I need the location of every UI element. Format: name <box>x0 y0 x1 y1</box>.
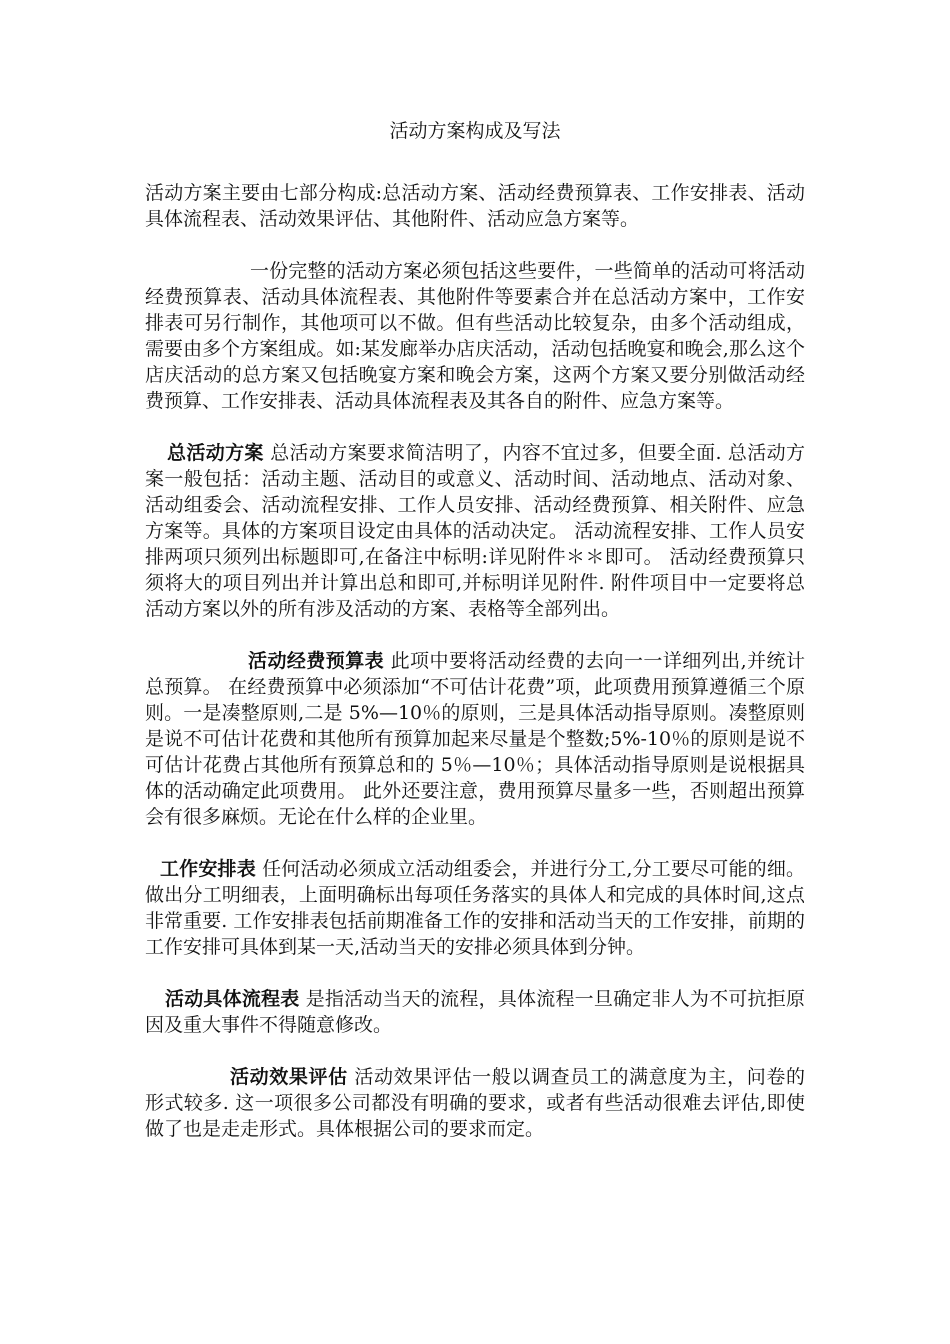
section-heading: 总活动方案 <box>167 442 264 464</box>
section-text: 是指活动当天的流程，具体流程一旦确定非人为不可抗拒原因及重大事件不得随意修改。 <box>145 988 805 1036</box>
section-text: 总活动方案要求简洁明了，内容不宜过多，但要全面. 总活动方案一般包括：活动主题、活动目的或意义、活动时间、活动地点、活动对象、活动组委会、活动流程安排、工作人员安排、活动经费预算、相关附件、应急方案等。具体的方案项目设定由具体的活动决定。 活动流程安排、工作人员安排两项只须列出标题即可,在备注中标明:详见附件＊＊即可。 活动经费预算只须将大的项目列出并计算出总和即可,并标明详见附件. 附件项目中一定要将总活动方案以外的所有涉及活动的方案、表格等全部列出。 <box>145 442 805 620</box>
section-heading: 活动具体流程表 <box>165 988 300 1010</box>
section-evaluation <box>145 1064 805 1142</box>
section-budget <box>145 648 805 830</box>
section-heading: 工作安排表 <box>160 858 256 880</box>
document-title: 活动方案构成及写法 <box>389 120 561 142</box>
section-overall-plan <box>145 440 805 622</box>
section-heading: 活动经费预算表 <box>248 650 385 672</box>
section-work-schedule <box>145 856 805 960</box>
paragraph-gap <box>145 622 805 648</box>
overview-paragraph <box>145 258 805 414</box>
section-text: 此项中要将活动经费的去向一一详细列出,并统计总预算。 在经费预算中必须添加“不可估计花费”项，此项费用预算遵循三个原则。一是凑整原则,二是 5%—10％的原则，三是具体活动指导原则。凑整原则是说不可估计花费和其他所有预算加起来尽量是个整数;5%-10％的原则是说不可估计花费占其他所有预算总和的 5％—10％；具体活动指导原则是说根据具体的活动确定此项费用。 此外还要注意，费用预算尽量多一些，否则超出预算会有很多麻烦。无论在什么样的企业里。 <box>145 650 805 828</box>
section-text: 活动效果评估一般以调查员工的满意度为主，问卷的形式较多. 这一项很多公司都没有明确的要求，或者有些活动很难去评估,即使做了也是走走形式。具体根据公司的要求而定。 <box>145 1066 805 1140</box>
section-flow-chart <box>145 986 805 1038</box>
paragraph-gap <box>145 232 805 258</box>
paragraph-gap <box>145 960 805 986</box>
document-page <box>145 118 805 1142</box>
intro-paragraph: 活动方案主要由七部分构成:总活动方案、活动经费预算表、工作安排表、活动具体流程表、活动效果评估、其他附件、活动应急方案等。 <box>145 182 805 230</box>
overview-text: 一份完整的活动方案必须包括这些要件，一些简单的活动可将活动经费预算表、活动具体流程表、其他附件等要素合并在总活动方案中，工作安排表可另行制作，其他项可以不做。但有些活动比较复杂，由多个活动组成，需要由多个方案组成。如:某发廊举办店庆活动，活动包括晚宴和晚会,那么这个店庆活动的总方案又包括晚宴方案和晚会方案，这两个方案又要分别做活动经费预算、工作安排表、活动具体流程表及其各自的附件、应急方案等。 <box>145 260 805 412</box>
section-text: 任何活动必须成立活动组委会，并进行分工,分工要尽可能的细。 做出分工明细表，上面明确标出每项任务落实的具体人和完成的具体时间,这点非常重要. 工作安排表包括前期准备工作的安排和活动当天的工作安排，前期的工作安排可具体到某一天,活动当天的安排必须具体到分钟。 <box>145 858 805 958</box>
paragraph-gap <box>145 830 805 856</box>
paragraph-gap <box>145 1038 805 1064</box>
paragraph-gap <box>145 414 805 440</box>
section-heading: 活动效果评估 <box>230 1066 348 1088</box>
